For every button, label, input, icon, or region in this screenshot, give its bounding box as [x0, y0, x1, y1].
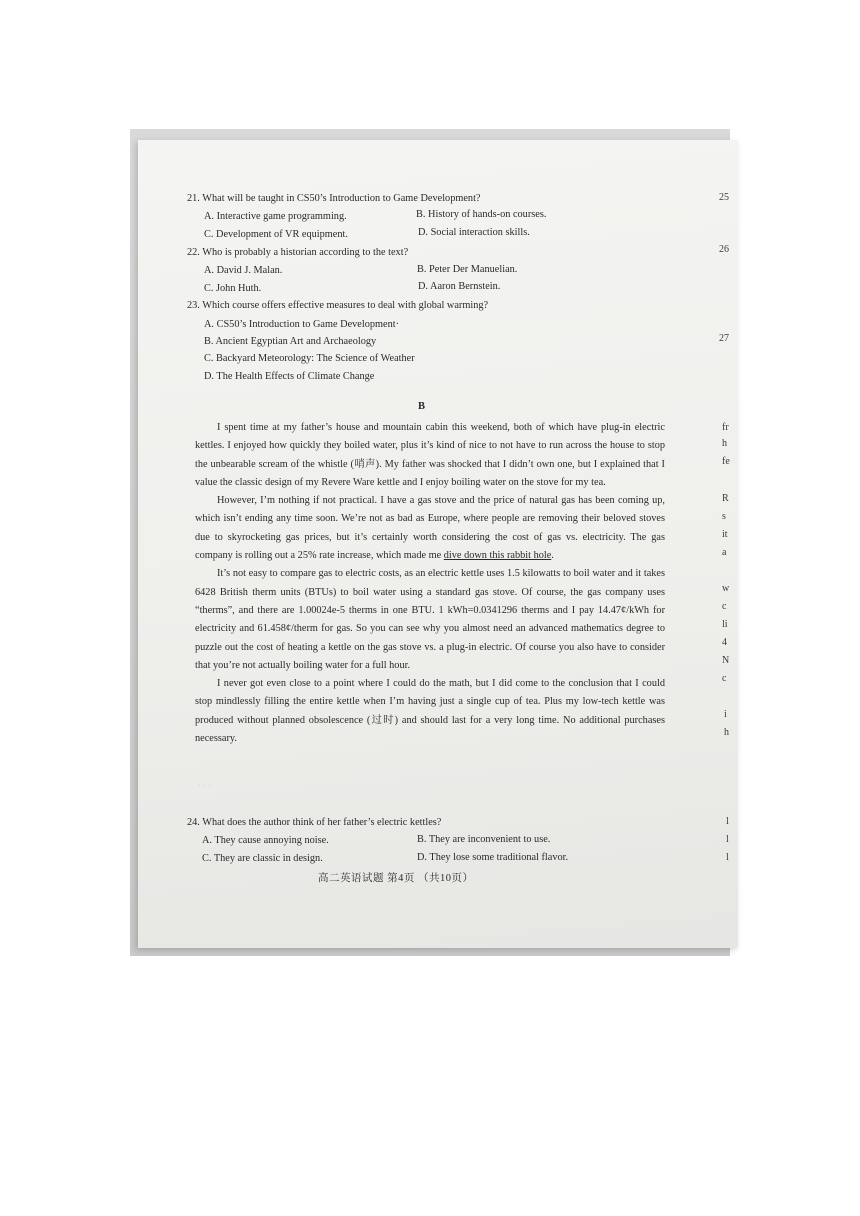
margin-fragment: 26	[719, 244, 729, 255]
question-22-option-a: A. David J. Malan.	[204, 265, 283, 276]
margin-fragment: it	[722, 529, 728, 540]
margin-fragment: h	[722, 438, 727, 449]
passage-paragraph-3: It’s not easy to compare gas to electric costs, as an electric kettle uses 1.5 kilowatts to boil water and it takes 6428 British therm units (BTUs) to boil water using a standard gas stove. Of course, the gas company uses “therms”, and there are 1.00024e-5 therms in one BTU. 1 kWh=0.0341296 therms and I pay 14.47¢/kWh for electricity and 61.458¢/therm for gas. So you can see why you almost need an advanced mathematics degree to puzzle out the cost of heating a kettle on the gas stove vs. a plug-in electric. Of course you also have to consider that you’re not actually boiling water for a full hour.	[195, 568, 665, 671]
passage-paragraph-1: I spent time at my father’s house and mountain cabin this weekend, both of which have plug-in electric kettles. I enjoyed how quickly they boiled water, plus it’s kind of nice to not have to run across the house to stop the unbearable scream of the whistle (哨声). My father was shocked that I didn’t own one, but I explained that I value the classic design of my Revere Ware kettle and I enjoy boiling water on the stove for my tea.	[195, 422, 665, 488]
question-21-stem: 21. What will be taught in CS50’s Introduction to Game Development?	[187, 193, 481, 204]
question-23-option-a: A. CS50’s Introduction to Game Development·	[204, 319, 400, 330]
question-23-option-d: D. The Health Effects of Climate Change	[204, 371, 375, 382]
margin-fragment: h	[724, 727, 729, 738]
question-23-stem: 23. Which course offers effective measures to deal with global warming?	[187, 300, 489, 311]
margin-fragment: s	[722, 511, 726, 522]
margin-fragment: fr	[722, 422, 729, 433]
margin-fragment: N	[722, 655, 730, 666]
question-24-option-c: C. They are classic in design.	[202, 853, 323, 864]
margin-fragment: l	[726, 834, 729, 845]
bleed-through-text: · · ·	[198, 780, 212, 790]
section-b-heading: B	[418, 401, 426, 412]
margin-fragment: li	[722, 619, 728, 630]
question-23-option-c: C. Backyard Meteorology: The Science of Weather	[204, 353, 415, 364]
exam-page	[138, 140, 738, 948]
passage-paragraph-4: I never got even close to a point where I could do the math, but I did come to the conclusion that I could stop mindlessly filling the entire kettle when I’m having just a single cup of tea. Plus my low-tech kettle was produced without planned obsolescence (过时) and should last for a very long time. No additional purchases necessary.	[195, 678, 665, 745]
passage-b	[195, 419, 665, 748]
passage-paragraph-2-end: .	[551, 550, 554, 562]
question-24-option-d: D. They lose some traditional flavor.	[417, 852, 569, 863]
margin-fragment: l	[726, 852, 729, 863]
margin-fragment: 27	[719, 333, 729, 344]
photo-background	[130, 129, 730, 956]
page-footer: 高二英语试题 第4页 （共10页）	[318, 873, 474, 884]
question-24-option-a: A. They cause annoying noise.	[202, 835, 329, 846]
question-21-option-b: B. History of hands-on courses.	[416, 209, 547, 220]
question-24-option-b: B. They are inconvenient to use.	[417, 834, 551, 845]
question-24-stem: 24. What does the author think of her father’s electric kettles?	[187, 817, 442, 828]
margin-fragment: 25	[719, 192, 729, 203]
margin-fragment: i	[724, 709, 727, 720]
question-21-option-d: D. Social interaction skills.	[418, 227, 530, 238]
question-22-option-c: C. John Huth.	[204, 283, 262, 294]
question-22-option-b: B. Peter Der Manuelian.	[417, 264, 518, 275]
question-21-option-a: A. Interactive game programming.	[204, 211, 347, 222]
margin-fragment: a	[722, 547, 727, 558]
margin-fragment: R	[722, 493, 729, 504]
underlined-phrase: dive down this rabbit hole	[443, 550, 552, 562]
margin-fragment: c	[722, 673, 727, 684]
margin-fragment: c	[722, 601, 727, 612]
passage-paragraph-2	[195, 492, 665, 565]
question-22-stem: 22. Who is probably a historian according to the text?	[187, 247, 409, 258]
margin-fragment: l	[726, 816, 729, 827]
question-23-option-b: B. Ancient Egyptian Art and Archaeology	[204, 336, 377, 347]
passage-paragraph-2-text: However, I’m nothing if not practical. I have a gas stove and the price of natural gas has been coming up, which isn’t ending any time soon. We’re not as bad as Europe, where people are removing their beloved stoves due to skyrocketing gas prices, but it’s certainly worth considering the cost of gas vs. electricity. The gas company is rolling out a 25% rate increase, which made me	[195, 495, 665, 562]
margin-fragment: 4	[722, 637, 727, 648]
margin-fragment: fe	[722, 456, 730, 467]
question-22-option-d: D. Aaron Bernstein.	[418, 281, 501, 292]
margin-fragment: w	[722, 583, 730, 594]
question-21-option-c: C. Development of VR equipment.	[204, 229, 348, 240]
